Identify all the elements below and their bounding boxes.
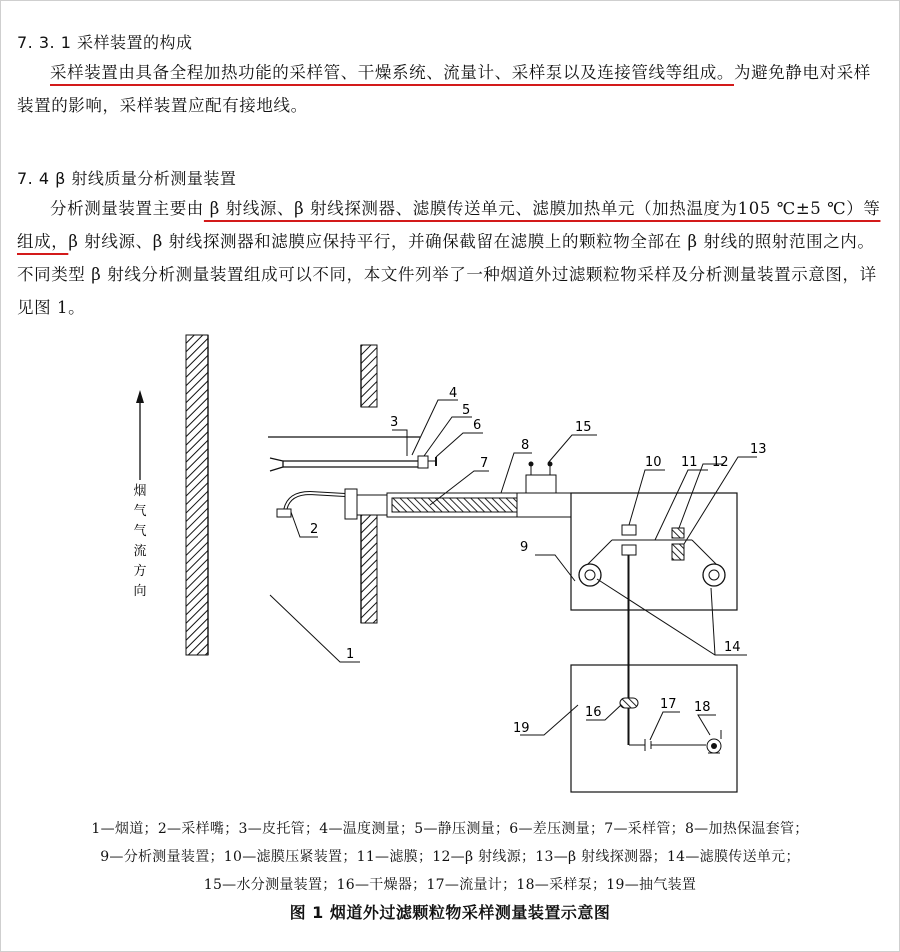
part-number: 13 — [750, 442, 767, 457]
svg-text:向: 向 — [133, 584, 147, 599]
part-number: 1 — [346, 647, 355, 662]
analysis-measurement-unit — [571, 493, 737, 610]
part-number: 3 — [390, 415, 399, 430]
section-7-3-1-paragraph — [17, 56, 883, 122]
sampling-apparatus-diagram — [0, 325, 900, 805]
underlined-text: 采样装置由具备全程加热功能的采样管、干燥系统、流量计、采样泵以及连接管线等组成。 — [50, 63, 734, 82]
part-number: 18 — [694, 700, 711, 715]
flue-gas-flow-label — [133, 483, 146, 599]
paragraph-text: β 射线源、β 射线探测器和滤膜应保持平行，并确保截留在滤膜上的颗粒物全部在 β 射线的照射范围之内。不同类型 β 射线分析测量装置组成可以不同，本文件列举了一种烟道外过滤颗粒物采样及分析测量装置示意图，详见图 1。 — [17, 232, 877, 317]
part-number: 15 — [575, 420, 592, 435]
part-number: 5 — [462, 403, 471, 418]
part-number: 9 — [520, 540, 529, 555]
underlined-text: β 射线源、β 射线探测器、滤膜传送单元、滤膜加热单元（加热温度为105 ℃±5 ℃）等组成， — [17, 199, 881, 251]
flue-gas-flow-arrow — [136, 390, 144, 480]
part-number: 11 — [681, 455, 698, 470]
paragraph-text: 为避免静电对采样装置的影响，采样装置应配有接地线。 — [17, 63, 871, 115]
svg-text:方: 方 — [133, 564, 147, 579]
figure-legend-line: 15—水分测量装置；16—干燥器；17—流量计；18—采样泵；19—抽气装置 — [203, 877, 697, 893]
part-number: 6 — [473, 418, 482, 433]
part-number: 10 — [645, 455, 662, 470]
figure-caption: 图 1 烟道外过滤颗粒物采样测量装置示意图 — [289, 903, 611, 922]
svg-text:气: 气 — [133, 524, 147, 539]
part-number: 2 — [310, 522, 319, 537]
part-number: 16 — [585, 705, 602, 720]
section-heading-7-3-1: 7. 3. 1 采样装置的构成 — [17, 33, 193, 52]
section-7-4-paragraph — [17, 192, 883, 324]
part-number: 4 — [449, 386, 458, 401]
pitot-tube — [268, 437, 436, 471]
svg-text:气: 气 — [133, 504, 147, 519]
sampling-nozzle — [277, 493, 345, 517]
part-number: 12 — [712, 455, 729, 470]
part-number: 17 — [660, 697, 677, 712]
section-heading-7-4: 7. 4 β 射线质量分析测量装置 — [17, 169, 237, 188]
figure-legend-line: 1—烟道；2—采样嘴；3—皮托管；4—温度测量；5—静压测量；6—差压测量；7—采样管；8—加热保温套管； — [91, 821, 809, 837]
svg-text:流: 流 — [133, 544, 147, 559]
part-number: 14 — [724, 640, 741, 655]
moisture-measurement-device — [526, 462, 556, 494]
paragraph-text: 分析测量装置主要由 — [50, 199, 204, 218]
figure-legend-line: 9—分析测量装置；10—滤膜压紧装置；11—滤膜；12—β 射线源；13—β 射线探测器；14—滤膜传送单元； — [100, 849, 800, 865]
part-number: 7 — [480, 456, 489, 471]
part-number: 19 — [513, 721, 530, 736]
part-number: 8 — [521, 438, 530, 453]
svg-text:烟: 烟 — [133, 484, 147, 499]
